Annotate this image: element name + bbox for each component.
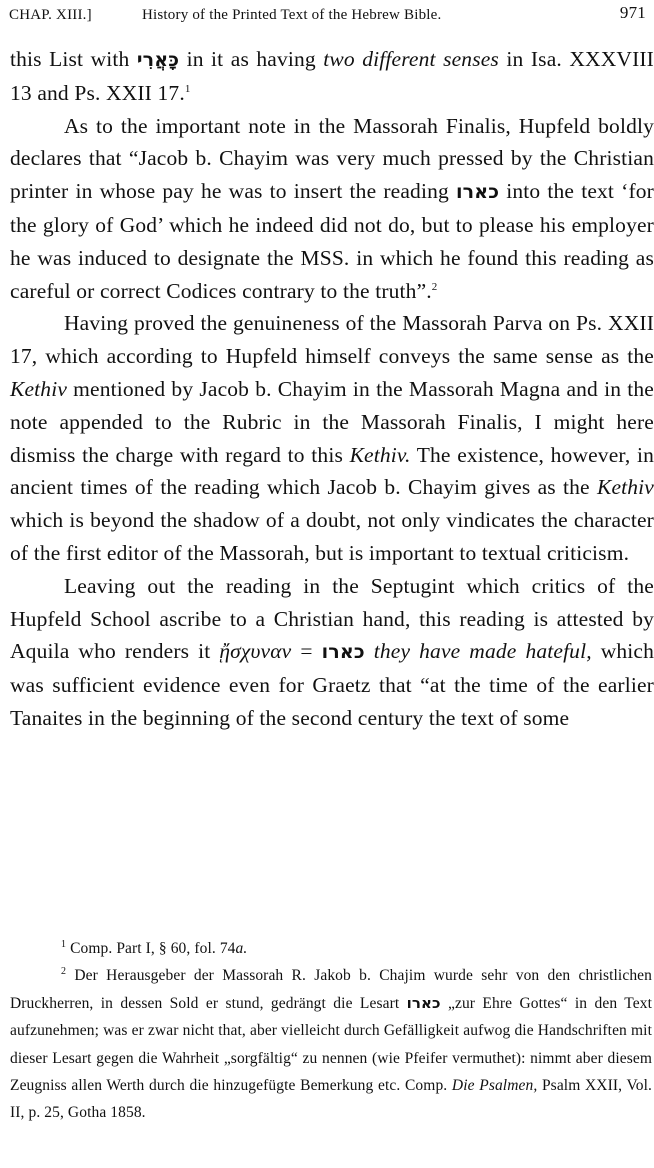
footnote-ref: 2 xyxy=(431,280,438,293)
running-title: History of the Printed Text of the Hebrew Bible. xyxy=(142,7,442,23)
paragraph-1 xyxy=(10,43,654,110)
footnote-1 xyxy=(10,935,652,962)
text-run: = xyxy=(291,639,322,664)
italic-text: Kethiv xyxy=(10,376,68,401)
text-run: The existence, however, in ancient times of the reading which Jacob b. Chayim gives as the xyxy=(10,442,654,500)
footnote-text: „zur Ehre Gottes“ in den Text aufzunehmen; was er zwar nicht that, aber vielleicht durch Gefälligkeit aufwog die Handschriften mit dieser Lesart gegen die Wahrheit „sorgfältig“ zu nennen (wie Pfeifer vermuthet): nimmt aber diesem Zeugniss allen Werth durch die hinzugefügte Bemerkung etc. Comp. xyxy=(10,994,652,1095)
hebrew-word: כארו xyxy=(321,641,365,664)
text-run: in Isa. XXXVIII 13 and Ps. XXII 17. xyxy=(10,47,654,105)
italic-text: a. xyxy=(235,940,248,957)
hebrew-word: כָּאֲרִי xyxy=(136,49,180,71)
paragraph-3 xyxy=(10,307,654,569)
italic-text: Kethiv xyxy=(596,475,654,500)
chapter-label: CHAP. XIII.] xyxy=(9,7,92,23)
italic-text: two different senses xyxy=(323,47,499,71)
greek-word: ᾔσχυναν xyxy=(219,639,292,664)
footnote-mark: 1 xyxy=(61,938,67,950)
footnote-mark: 2 xyxy=(61,966,67,978)
italic-text: they have made hateful, xyxy=(373,639,592,664)
text-run: Having proved the genuineness of the Massorah Parva on Ps. XXII 17, which according to Hupfeld himself conveys the same sense as the xyxy=(10,311,654,369)
text-run: which is beyond the shadow of a doubt, not only vindicates the character of the first editor of the Massorah, but is important to textual criticism. xyxy=(10,508,654,565)
footnote-text: Comp. Part I, § 60, fol. 74 xyxy=(66,940,236,957)
footnote-text: Psalm XXII, Vol. II, p. 25, Gotha 1858. xyxy=(10,1077,652,1122)
hebrew-word: כארו xyxy=(455,181,500,204)
footnote-ref: 1 xyxy=(184,82,191,95)
page-number: 971 xyxy=(619,3,646,22)
text-run: which was sufficient evidence even for Graetz that “at the time of the earlier Tanaites in the beginning of the second century the text of some xyxy=(10,639,654,730)
footnotes xyxy=(10,935,652,1127)
hebrew-word: כארו xyxy=(406,993,441,1012)
italic-text: Kethiv. xyxy=(349,442,411,467)
text-run: mentioned by Jacob b. Chayim in the Massorah Magna and in the note appended to the Rubric in the Massorah Finalis, I might here dismiss the charge with regard to this xyxy=(10,376,654,467)
footnote-2 xyxy=(10,962,652,1126)
footnote-text: Der Herausgeber der Massorah R. Jakob b. Chajim wurde sehr von den christlichen Druckherren, in dessen Sold er stund, gedrängt die Lesart xyxy=(10,967,652,1012)
text-run xyxy=(365,639,374,663)
running-header xyxy=(9,3,646,27)
paragraph-2 xyxy=(10,110,654,308)
text-run: Leaving out the reading in the Septugint which critics of the Hupfeld School ascribe to a Christian hand, this reading is attested by Aquila who renders it xyxy=(10,573,654,664)
paragraph-4 xyxy=(10,570,654,735)
text-run: As to the important note in the Massorah Finalis, Hupfeld boldly declares that “Jacob b. Chayim was very much pressed by the Christian printer in whose pay he was to insert the reading xyxy=(10,113,654,204)
italic-text: Die Psalmen, xyxy=(451,1077,538,1095)
text-run: into the text ‘for the glory of God’ which he indeed did not do, but to please his employer he was induced to designate the MSS. in which he found this reading as careful or correct Codices contrary to the truth”. xyxy=(10,179,654,303)
main-text xyxy=(10,43,654,735)
text-run: this List with xyxy=(10,47,137,71)
text-run: in it as having xyxy=(179,47,324,71)
